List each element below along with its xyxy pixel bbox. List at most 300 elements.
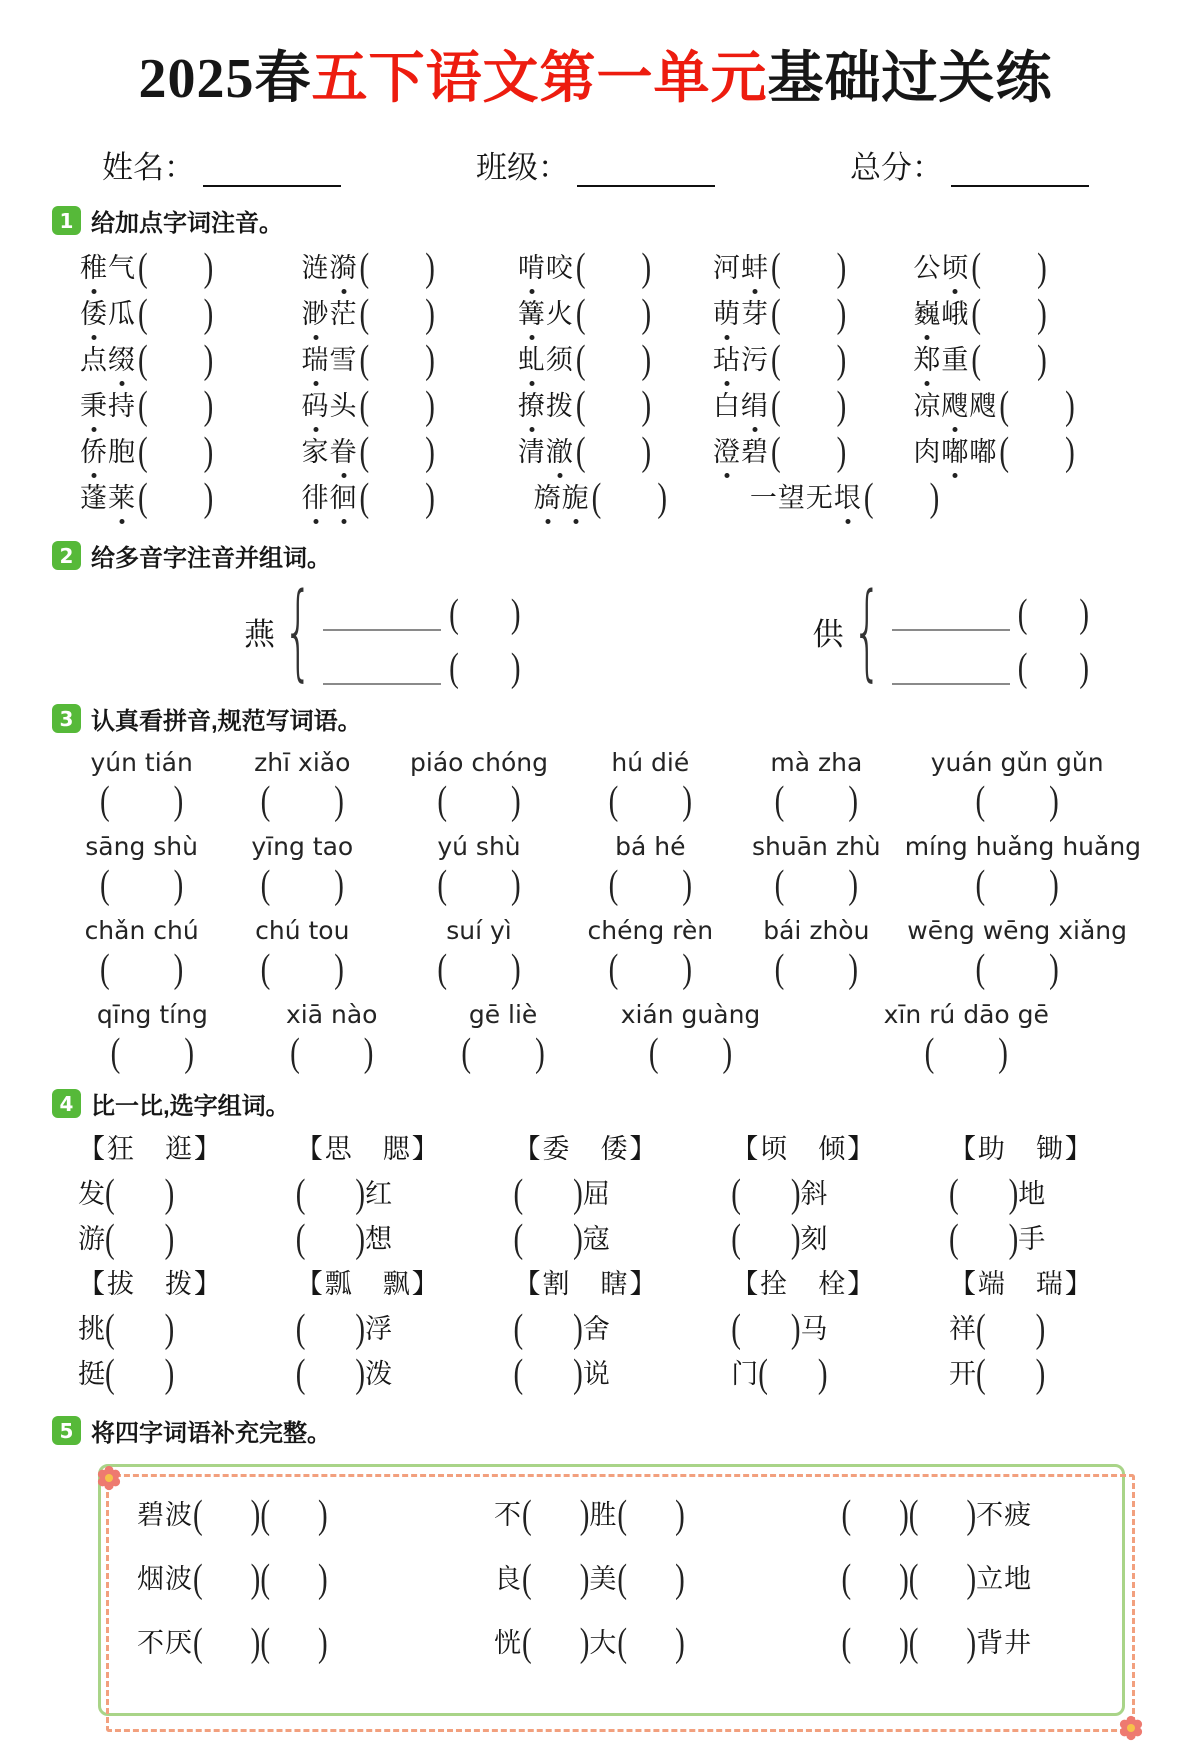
word-item bbox=[712, 337, 913, 383]
paren-gap bbox=[369, 498, 425, 499]
idiom-item bbox=[494, 1620, 841, 1666]
word-text bbox=[518, 430, 574, 469]
write-cell bbox=[64, 946, 219, 992]
write-cell bbox=[728, 862, 905, 908]
paren-close-icon: ) bbox=[836, 337, 847, 383]
pinyin-row bbox=[64, 1000, 1135, 1029]
idiom-box-green-border bbox=[98, 1464, 1125, 1716]
paren-open-icon: ( bbox=[522, 1492, 532, 1538]
paren-close-icon: ) bbox=[929, 475, 940, 521]
paren-close-icon: ) bbox=[425, 475, 435, 521]
paren-close-icon: ) bbox=[510, 946, 521, 992]
word-char: 徘 bbox=[302, 476, 330, 515]
paren-open-icon: ( bbox=[359, 383, 370, 429]
word-char: 拨 bbox=[545, 391, 574, 421]
paren-close-icon: ) bbox=[334, 778, 344, 824]
paren-open-icon: ( bbox=[260, 1556, 271, 1602]
answer-parens bbox=[731, 1171, 801, 1217]
choice-item bbox=[948, 1306, 1135, 1352]
paren-open-icon: ( bbox=[841, 1620, 852, 1666]
paren-gap bbox=[459, 614, 511, 615]
write-cell bbox=[385, 946, 572, 992]
choice-item bbox=[731, 1216, 949, 1262]
paren-gap bbox=[918, 1579, 966, 1580]
flower-icon bbox=[95, 1464, 123, 1492]
choice-text: 屈 bbox=[582, 1179, 610, 1209]
word-item bbox=[80, 429, 302, 475]
paren-close-icon: ) bbox=[1037, 291, 1047, 337]
paren-close-icon: ) bbox=[1065, 429, 1075, 475]
paren-close-icon: ) bbox=[203, 429, 214, 475]
paren-close-icon: ) bbox=[355, 1171, 366, 1217]
word-char: 茫 bbox=[329, 299, 358, 329]
paren-close-icon: ) bbox=[817, 1351, 828, 1397]
answer-parens bbox=[359, 291, 435, 337]
paren-close-icon: ) bbox=[573, 1171, 583, 1217]
pinyin-text: xiā nào bbox=[286, 1000, 378, 1029]
paren-open-icon: ( bbox=[648, 1030, 659, 1076]
paren-close-icon: ) bbox=[641, 383, 652, 429]
answer-parens bbox=[975, 1306, 1046, 1352]
word-char: 雪 bbox=[329, 345, 358, 375]
answer-parens bbox=[770, 245, 847, 291]
paren-gap bbox=[1027, 668, 1079, 669]
word-char: 缀 bbox=[108, 338, 136, 377]
paren-close-icon: ) bbox=[1035, 1351, 1046, 1397]
word-char: 一 bbox=[749, 483, 778, 513]
idiom-text: 烟波 bbox=[137, 1564, 193, 1594]
paren-gap bbox=[985, 885, 1049, 886]
paren-close-icon: ) bbox=[573, 1306, 583, 1352]
paren-close-icon: ) bbox=[425, 383, 435, 429]
word-text bbox=[302, 430, 358, 469]
choice-pair: 【割 瞎】 bbox=[513, 1269, 659, 1299]
paren-gap bbox=[981, 314, 1037, 315]
word-char: 凉 bbox=[913, 391, 942, 421]
answer-parens bbox=[617, 1556, 685, 1602]
choice-text: 游 bbox=[78, 1224, 105, 1254]
paren-close-icon: ) bbox=[836, 291, 847, 337]
paren-close-icon: ) bbox=[250, 1620, 261, 1666]
word-char: 澈 bbox=[546, 430, 574, 469]
paren-open-icon: ( bbox=[193, 1556, 203, 1602]
paren-open-icon: ( bbox=[591, 475, 602, 521]
answer-parens bbox=[522, 1556, 590, 1602]
score-label: 总分： bbox=[850, 150, 943, 185]
answer-parens bbox=[948, 1171, 1019, 1217]
pinyin-text: piáo chóng bbox=[410, 748, 548, 777]
write-cell bbox=[385, 862, 572, 908]
word-char: 蓬 bbox=[80, 483, 108, 513]
choice-pair: 【狂 逛】 bbox=[78, 1134, 223, 1164]
paren-open-icon: ( bbox=[105, 1351, 115, 1397]
paren-gap bbox=[985, 969, 1049, 970]
paren-gap bbox=[447, 969, 511, 970]
paren-open-icon: ( bbox=[513, 1171, 524, 1217]
idiom-text: 美 bbox=[589, 1564, 618, 1594]
write-cell bbox=[64, 778, 219, 824]
paren-open-icon: ( bbox=[908, 1620, 919, 1666]
paren-close-icon: ) bbox=[334, 862, 344, 908]
paren-open-icon: ( bbox=[138, 245, 148, 291]
paren-gap bbox=[305, 1239, 355, 1240]
word-text bbox=[713, 338, 769, 377]
paren-open-icon: ( bbox=[1017, 591, 1028, 637]
paren-close-icon: ) bbox=[203, 337, 214, 383]
polyphone-char: 燕 bbox=[244, 616, 275, 652]
paren-gap bbox=[369, 314, 425, 315]
paren-open-icon: ( bbox=[295, 1351, 306, 1397]
idiom-text: 胜 bbox=[589, 1500, 618, 1530]
pinyin-text: xīn rú dāo gē bbox=[883, 1000, 1049, 1029]
paren-open-icon: ( bbox=[461, 1030, 472, 1076]
choice-pair: 【端 瑞】 bbox=[948, 1269, 1094, 1299]
title-part-right: 基础过关练 bbox=[767, 48, 1053, 110]
word-item bbox=[913, 245, 1047, 291]
write-cell bbox=[219, 946, 385, 992]
pinyin-text: bá hé bbox=[615, 832, 686, 861]
answer-parens bbox=[260, 778, 344, 824]
paren-close-icon: ) bbox=[675, 1492, 685, 1538]
blank-row bbox=[323, 577, 521, 637]
paren-open-icon: ( bbox=[138, 475, 148, 521]
pinyin-text: qīng tíng bbox=[96, 1000, 208, 1029]
paren-close-icon: ) bbox=[1035, 1306, 1046, 1352]
s4-bands bbox=[56, 1127, 1135, 1397]
paren-close-icon: ) bbox=[203, 291, 214, 337]
choice-text: 发 bbox=[78, 1179, 105, 1209]
idiom-text: 背井 bbox=[976, 1628, 1033, 1658]
paren-close-icon: ) bbox=[510, 778, 521, 824]
answer-parens bbox=[971, 291, 1047, 337]
word-text bbox=[302, 338, 358, 377]
answer-parens bbox=[138, 475, 214, 521]
paren-close-icon: ) bbox=[173, 778, 184, 824]
section3-title: 认真看拼音,规范写词语。 bbox=[91, 708, 362, 735]
paren-gap bbox=[523, 1374, 573, 1375]
paren-open-icon: ( bbox=[359, 429, 370, 475]
word-item bbox=[517, 383, 713, 429]
s2-groups bbox=[56, 570, 1135, 692]
paren-gap bbox=[270, 1515, 318, 1516]
answer-parens bbox=[971, 337, 1047, 383]
word-char: 侨 bbox=[80, 430, 108, 469]
pinyin-text: míng huǎng huǎng bbox=[904, 832, 1142, 861]
word-item bbox=[533, 475, 750, 521]
paren-close-icon: ) bbox=[355, 1351, 366, 1397]
word-item bbox=[80, 291, 302, 337]
write-cell bbox=[573, 946, 728, 992]
answer-parens bbox=[617, 1620, 685, 1666]
word-char: 篝 bbox=[518, 292, 546, 331]
answer-parens bbox=[841, 1620, 909, 1666]
answer-parens bbox=[948, 1216, 1019, 1262]
paren-gap bbox=[851, 1643, 899, 1644]
paren-gap bbox=[120, 1053, 184, 1054]
answer-parens bbox=[648, 1030, 733, 1076]
answer-parens bbox=[770, 383, 847, 429]
word-char: 胞 bbox=[108, 437, 136, 467]
word-char: 旖 bbox=[534, 476, 562, 515]
word-char: 河 bbox=[712, 253, 741, 283]
answer-parens bbox=[617, 1492, 685, 1538]
paren-close-icon: ) bbox=[675, 1620, 685, 1666]
paren-open-icon: ( bbox=[770, 383, 781, 429]
paren-close-icon: ) bbox=[164, 1171, 175, 1217]
paren-open-icon: ( bbox=[513, 1216, 524, 1262]
pinyin-text: yú shù bbox=[437, 832, 521, 861]
paren-open-icon: ( bbox=[99, 946, 110, 992]
word-item bbox=[712, 291, 913, 337]
answer-parens bbox=[138, 429, 214, 475]
blank-row bbox=[892, 631, 1090, 691]
paren-close-icon: ) bbox=[184, 1030, 195, 1076]
paren-gap bbox=[618, 885, 682, 886]
answer-parens bbox=[1017, 645, 1090, 691]
paren-gap bbox=[270, 801, 334, 802]
blank-line bbox=[323, 645, 441, 685]
word-text bbox=[302, 246, 358, 285]
word-item bbox=[517, 245, 713, 291]
paren-close-icon: ) bbox=[682, 946, 693, 992]
polyphone-char: 供 bbox=[812, 616, 844, 652]
paren-close-icon: ) bbox=[1008, 1171, 1019, 1217]
paren-gap bbox=[369, 360, 425, 361]
word-char: 垠 bbox=[834, 476, 862, 515]
paren-close-icon: ) bbox=[836, 245, 847, 291]
word-char: 气 bbox=[108, 253, 136, 283]
paren-open-icon: ( bbox=[908, 1492, 919, 1538]
paren-open-icon: ( bbox=[449, 645, 459, 691]
word-item bbox=[301, 291, 518, 337]
paren-close-icon: ) bbox=[1049, 778, 1059, 824]
idiom-box bbox=[98, 1464, 1125, 1716]
paren-gap bbox=[148, 406, 204, 407]
paren-gap bbox=[781, 406, 837, 407]
section4-title: 比一比,选字组词。 bbox=[91, 1093, 290, 1120]
choice-row bbox=[78, 1352, 1135, 1397]
paren-close-icon: ) bbox=[425, 429, 435, 475]
paren-open-icon: ( bbox=[770, 337, 781, 383]
answer-parens bbox=[841, 1492, 909, 1538]
paren-close-icon: ) bbox=[899, 1620, 909, 1666]
paren-close-icon: ) bbox=[535, 1030, 545, 1076]
paren-gap bbox=[115, 1329, 165, 1330]
paren-open-icon: ( bbox=[908, 1556, 919, 1602]
paren-open-icon: ( bbox=[731, 1171, 741, 1217]
write-row bbox=[64, 778, 1135, 824]
answer-parens bbox=[774, 946, 858, 992]
section5-title: 将四字词语补充完整。 bbox=[91, 1420, 331, 1447]
answer-parens bbox=[513, 1216, 583, 1262]
paren-close-icon: ) bbox=[1065, 383, 1075, 429]
paren-open-icon: ( bbox=[290, 1030, 300, 1076]
name-label: 姓名： bbox=[102, 150, 195, 185]
paren-close-icon: ) bbox=[848, 778, 858, 824]
paren-open-icon: ( bbox=[138, 291, 148, 337]
word-text bbox=[80, 384, 136, 423]
word-char: 飕 bbox=[941, 384, 969, 423]
paren-open-icon: ( bbox=[359, 291, 370, 337]
paren-open-icon: ( bbox=[260, 946, 271, 992]
write-cell bbox=[905, 778, 1130, 824]
choice-text: 手 bbox=[1018, 1224, 1046, 1254]
choice-text: 地 bbox=[1018, 1179, 1046, 1209]
word-char: 虬 bbox=[518, 338, 546, 377]
paren-gap bbox=[741, 1329, 791, 1330]
paren-close-icon: ) bbox=[173, 862, 184, 908]
paren-open-icon: ( bbox=[260, 862, 271, 908]
paren-close-icon: ) bbox=[641, 429, 652, 475]
word-char: 嘟 bbox=[941, 430, 969, 469]
paren-gap bbox=[532, 1579, 580, 1580]
idiom-text: 不疲 bbox=[976, 1500, 1033, 1530]
word-char: 巍 bbox=[913, 292, 941, 331]
paren-gap bbox=[532, 1515, 580, 1516]
paren-gap bbox=[959, 1194, 1009, 1195]
paren-close-icon: ) bbox=[164, 1351, 175, 1397]
word-text bbox=[518, 338, 574, 377]
paren-open-icon: ( bbox=[359, 245, 370, 291]
word-item bbox=[517, 291, 713, 337]
polyphone-blanks bbox=[892, 577, 1090, 691]
section1-number-badge: 1 bbox=[52, 206, 81, 235]
paren-gap bbox=[627, 1643, 675, 1644]
paren-close-icon: ) bbox=[682, 778, 693, 824]
choice-row bbox=[78, 1172, 1135, 1217]
paren-open-icon: ( bbox=[99, 778, 110, 824]
paren-open-icon: ( bbox=[260, 778, 271, 824]
answer-parens bbox=[999, 383, 1075, 429]
word-text bbox=[302, 292, 358, 331]
write-cell bbox=[583, 1030, 797, 1076]
answer-parens bbox=[731, 1306, 801, 1352]
write-cell bbox=[219, 778, 385, 824]
word-char: 萌 bbox=[713, 292, 741, 331]
paren-open-icon: ( bbox=[575, 337, 586, 383]
paren-open-icon: ( bbox=[105, 1171, 115, 1217]
word-item bbox=[80, 337, 302, 383]
word-char: 绢 bbox=[741, 384, 769, 423]
paren-open-icon: ( bbox=[513, 1306, 524, 1352]
write-row bbox=[64, 1030, 1135, 1076]
word-text bbox=[302, 476, 358, 515]
score-field bbox=[850, 142, 1089, 187]
answer-parens bbox=[99, 778, 184, 824]
idiom-text: 碧波 bbox=[137, 1500, 193, 1530]
answer-parens bbox=[770, 291, 847, 337]
idiom-text: 不厌 bbox=[137, 1628, 193, 1658]
choice-pair: 【瓢 飘】 bbox=[295, 1269, 441, 1299]
idiom-item bbox=[494, 1556, 841, 1602]
paren-close-icon: ) bbox=[682, 862, 693, 908]
paren-gap bbox=[781, 360, 837, 361]
paren-gap bbox=[369, 452, 425, 453]
paren-gap bbox=[585, 360, 641, 361]
choice-item bbox=[78, 1351, 296, 1397]
answer-parens bbox=[758, 1351, 828, 1397]
paren-gap bbox=[618, 801, 682, 802]
idiom-row bbox=[137, 1557, 1102, 1621]
choice-item bbox=[731, 1306, 949, 1352]
polyphone-group bbox=[812, 570, 1090, 692]
answer-parens bbox=[575, 337, 652, 383]
s3-bands bbox=[56, 748, 1142, 1076]
choice-item bbox=[513, 1216, 731, 1262]
paren-gap bbox=[305, 1374, 355, 1375]
answer-parens bbox=[99, 862, 184, 908]
answer-parens bbox=[575, 383, 652, 429]
polyphone-blanks bbox=[323, 577, 521, 691]
choice-item bbox=[295, 1306, 514, 1352]
brace-icon: { bbox=[851, 570, 882, 692]
answer-parens bbox=[513, 1171, 583, 1217]
answer-parens bbox=[359, 245, 435, 291]
paren-close-icon: ) bbox=[510, 591, 521, 637]
pinyin-text: chǎn chú bbox=[84, 916, 199, 945]
paren-gap bbox=[270, 1579, 318, 1580]
paren-close-icon: ) bbox=[641, 337, 652, 383]
answer-parens bbox=[359, 429, 435, 475]
paren-open-icon: ( bbox=[575, 429, 586, 475]
paren-close-icon: ) bbox=[318, 1556, 328, 1602]
choice-item bbox=[948, 1216, 1135, 1262]
paren-gap bbox=[959, 1239, 1009, 1240]
paren-gap bbox=[741, 1194, 791, 1195]
write-cell bbox=[219, 862, 385, 908]
paren-gap bbox=[148, 314, 204, 315]
paren-gap bbox=[985, 801, 1049, 802]
paren-open-icon: ( bbox=[437, 778, 447, 824]
answer-parens bbox=[591, 475, 667, 521]
choice-item bbox=[731, 1351, 949, 1397]
answer-parens bbox=[522, 1492, 590, 1538]
word-item bbox=[301, 475, 534, 521]
class-label: 班级： bbox=[476, 150, 569, 185]
answer-parens bbox=[260, 862, 344, 908]
word-item bbox=[712, 383, 913, 429]
word-text bbox=[913, 384, 997, 423]
paren-gap bbox=[305, 1194, 355, 1195]
pinyin-text: shuān zhù bbox=[752, 832, 881, 861]
paren-close-icon: ) bbox=[675, 1556, 685, 1602]
paren-open-icon: ( bbox=[575, 291, 586, 337]
s5-rows bbox=[137, 1493, 1102, 1685]
word-char: 涟 bbox=[301, 253, 330, 283]
name-field bbox=[102, 142, 341, 187]
choice-item bbox=[948, 1351, 1135, 1397]
paren-open-icon: ( bbox=[138, 337, 148, 383]
word-char: 芽 bbox=[740, 299, 769, 329]
paren-close-icon: ) bbox=[1037, 337, 1047, 383]
write-cell bbox=[241, 1030, 423, 1076]
choice-item bbox=[78, 1306, 296, 1352]
answer-parens bbox=[461, 1030, 545, 1076]
paren-close-icon: ) bbox=[510, 645, 521, 691]
choice-pair: 【顷 倾】 bbox=[731, 1134, 877, 1164]
answer-parens bbox=[908, 1556, 977, 1602]
idiom-text: 良 bbox=[494, 1564, 523, 1594]
word-char: 顷 bbox=[941, 246, 969, 285]
s1-rows bbox=[56, 246, 1135, 522]
paren-open-icon: ( bbox=[608, 778, 619, 824]
answer-parens bbox=[908, 1620, 977, 1666]
paren-open-icon: ( bbox=[105, 1306, 115, 1352]
answer-parens bbox=[193, 1492, 261, 1538]
paren-gap bbox=[768, 1374, 818, 1375]
paren-gap bbox=[203, 1515, 251, 1516]
paren-close-icon: ) bbox=[966, 1620, 977, 1666]
